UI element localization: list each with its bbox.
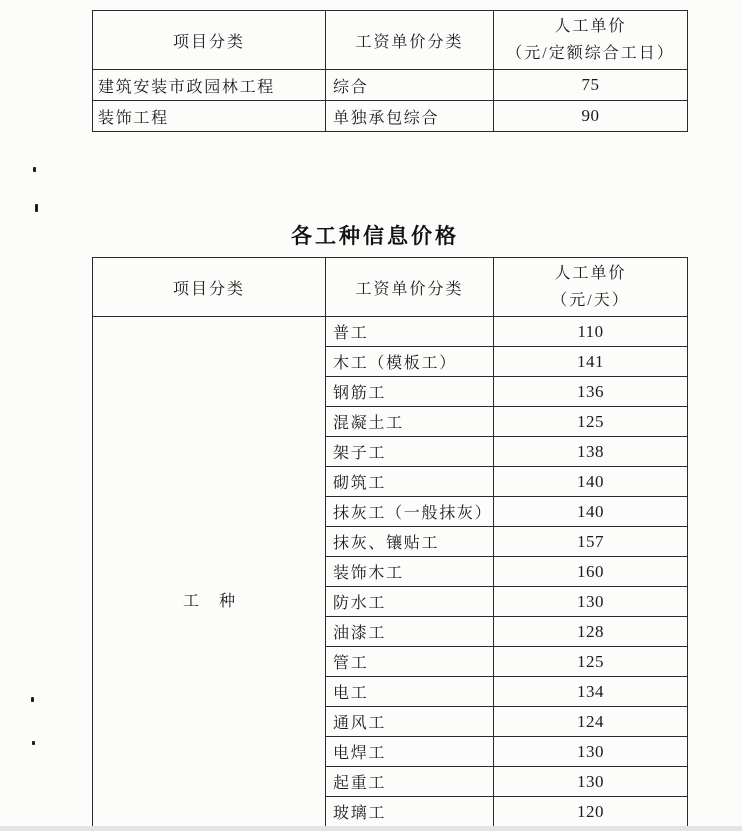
section-title: 各工种信息价格 — [291, 225, 459, 248]
row-trade: 普工 — [326, 317, 494, 347]
header-unit-price-label: 人工单价 — [554, 18, 627, 35]
row-price: 134 — [494, 677, 688, 707]
trade-table-header-row — [93, 258, 688, 317]
row-price: 140 — [494, 497, 688, 527]
scan-speck — [33, 167, 36, 172]
row-price: 160 — [494, 557, 688, 587]
row-trade: 木工（模板工） — [326, 347, 494, 377]
row-wage-class: 综合 — [326, 70, 494, 101]
row-trade: 油漆工 — [326, 617, 494, 647]
row-price: 140 — [494, 467, 688, 497]
row-price: 130 — [494, 587, 688, 617]
table-row — [93, 317, 688, 347]
row-category: 建筑安装市政园林工程 — [93, 70, 326, 101]
scan-speck — [32, 741, 35, 745]
row-trade: 抹灰工（一般抹灰） — [326, 497, 494, 527]
row-price: 75 — [494, 70, 688, 101]
table-row — [93, 101, 688, 132]
row-trade: 玻璃工 — [326, 797, 494, 827]
header-unit: （元/定额综合工日） — [506, 45, 675, 62]
row-price: 136 — [494, 377, 688, 407]
row-trade: 砌筑工 — [326, 467, 494, 497]
row-trade: 装饰木工 — [326, 557, 494, 587]
scan-speck — [35, 204, 38, 212]
row-trade: 电焊工 — [326, 737, 494, 767]
header-category: 项目分类 — [93, 258, 326, 317]
row-price: 130 — [494, 767, 688, 797]
row-trade: 混凝土工 — [326, 407, 494, 437]
table-row — [93, 70, 688, 101]
row-price: 110 — [494, 317, 688, 347]
row-price: 125 — [494, 407, 688, 437]
row-price: 120 — [494, 797, 688, 827]
row-price: 124 — [494, 707, 688, 737]
row-trade: 通风工 — [326, 707, 494, 737]
row-price: 125 — [494, 647, 688, 677]
header-wage-class: 工资单价分类 — [326, 11, 494, 70]
row-trade: 架子工 — [326, 437, 494, 467]
header-unit-price-label: 人工单价 — [554, 265, 627, 282]
row-trade: 管工 — [326, 647, 494, 677]
fee-table-container — [92, 10, 688, 132]
row-price: 90 — [494, 101, 688, 132]
header-unit: （元/天） — [551, 292, 630, 309]
row-trade: 钢筋工 — [326, 377, 494, 407]
header-unit-price — [494, 258, 688, 317]
header-wage-class: 工资单价分类 — [326, 258, 494, 317]
row-price: 130 — [494, 737, 688, 767]
row-price: 141 — [494, 347, 688, 377]
fee-table-header-row — [93, 11, 688, 70]
viewer-bottom-edge — [0, 826, 742, 831]
row-trade: 起重工 — [326, 767, 494, 797]
header-unit-price — [494, 11, 688, 70]
category-trade-group: 工 种 — [93, 317, 326, 827]
row-category: 装饰工程 — [93, 101, 326, 132]
fee-table — [92, 10, 688, 132]
header-category: 项目分类 — [93, 11, 326, 70]
row-trade: 电工 — [326, 677, 494, 707]
row-price: 157 — [494, 527, 688, 557]
row-price: 138 — [494, 437, 688, 467]
row-price: 128 — [494, 617, 688, 647]
trade-table — [92, 257, 688, 826]
trade-table-container — [92, 257, 688, 826]
row-trade: 抹灰、镶贴工 — [326, 527, 494, 557]
row-trade: 防水工 — [326, 587, 494, 617]
scan-speck — [31, 697, 34, 702]
row-wage-class: 单独承包综合 — [326, 101, 494, 132]
